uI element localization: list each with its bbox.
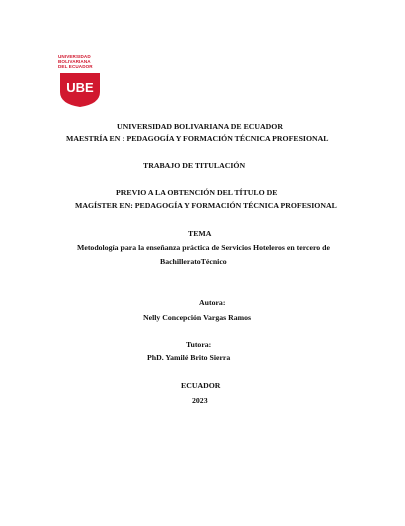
degree-line-2: MAGÍSTER EN: PEDAGOGÍA Y FORMACIÓN TÉCNICA PROFESIONAL: [75, 201, 337, 210]
university-name: UNIVERSIDAD BOLIVARIANA DE ECUADOR: [117, 122, 283, 131]
topic-label: TEMA: [188, 229, 212, 238]
tutor-label: Tutora:: [186, 340, 212, 349]
degree-line-1: PREVIO A LA OBTENCIÓN DEL TÍTULO DE: [116, 188, 278, 197]
year: 2023: [192, 396, 208, 405]
program-name: PEDAGOGÍA Y FORMACIÓN TÉCNICA PROFESIONAL: [126, 134, 329, 143]
work-type: TRABAJO DE TITULACIÓN: [143, 161, 246, 170]
logo-text-line-2: BOLIVARIANA: [58, 59, 91, 64]
author-label: Autora:: [199, 298, 226, 307]
country: ECUADOR: [181, 381, 221, 390]
ube-seal-icon: [58, 72, 102, 108]
logo-text-line-3: DEL ECUADOR: [58, 64, 93, 69]
program-separator: :: [122, 134, 125, 143]
logo-text-line-1: UNIVERSIDAD: [58, 54, 91, 59]
topic-line-1: Metodología para la enseñanza práctica de Servicios Hoteleros en tercero de: [77, 243, 330, 252]
topic-line-2: BachilleratoTécnico: [160, 257, 227, 266]
program-line: [66, 134, 328, 143]
seal-text: UBE: [66, 80, 94, 95]
tutor-name: PhD. Yamilé Brito Sierra: [147, 353, 231, 362]
program-prefix: MAESTRÍA EN: [66, 134, 121, 143]
author-name: Nelly Concepción Vargas Ramos: [143, 313, 252, 322]
university-logo: [58, 54, 104, 108]
